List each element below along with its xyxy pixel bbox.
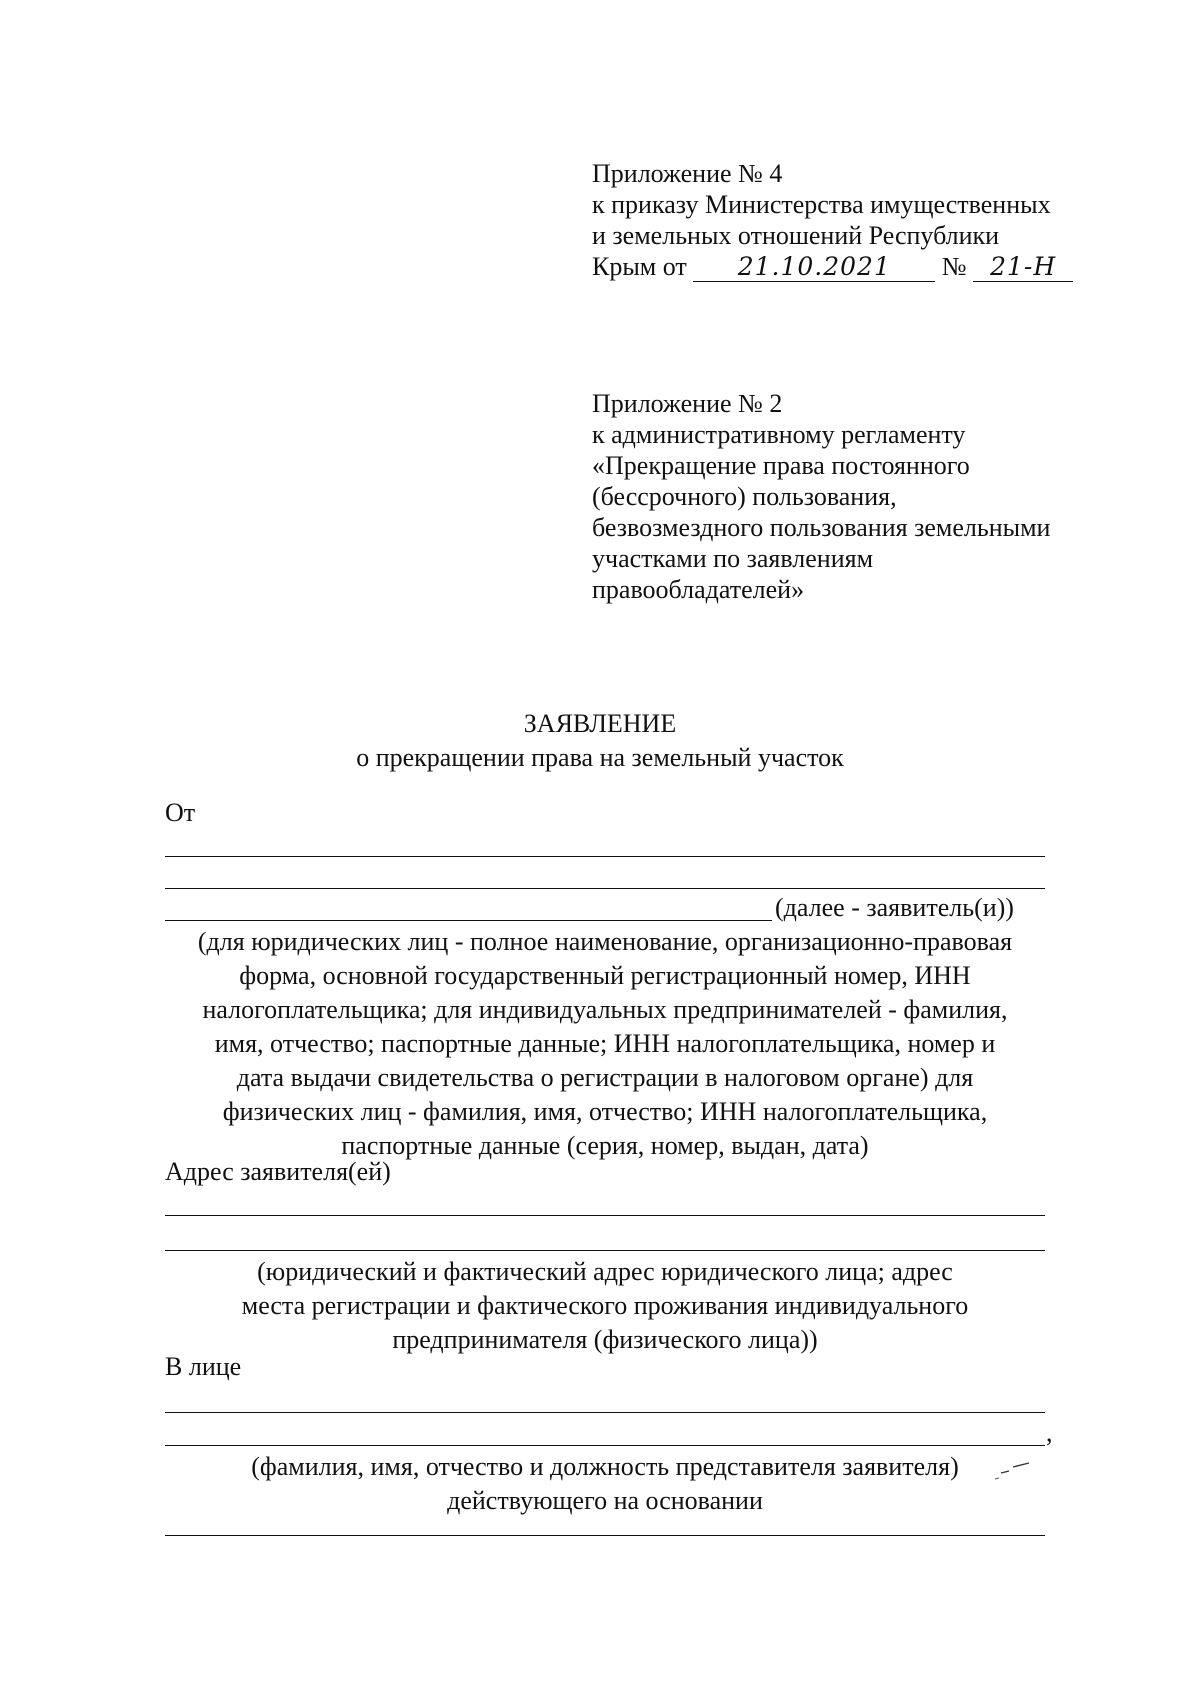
- basis-line[interactable]: [165, 1535, 1045, 1536]
- hint-line: (юридический и фактический адрес юридического лица; адрес: [257, 1257, 953, 1286]
- representative-hint: [165, 1450, 1045, 1518]
- applicant-line-1[interactable]: [165, 856, 1045, 857]
- hint-line: имя, отчество; паспортные данные; ИНН налогоплательщика, номер и: [214, 1029, 996, 1058]
- pen-mark-icon: [975, 1455, 1035, 1485]
- appendix-2-line: Приложение № 2: [592, 389, 783, 418]
- hint-line: (фамилия, имя, отчество и должность представителя заявителя): [251, 1452, 959, 1481]
- applicant-line-3[interactable]: [165, 920, 772, 921]
- address-line-1[interactable]: [165, 1215, 1045, 1216]
- applicant-suffix: (далее - заявитель(и)): [775, 893, 1014, 922]
- appendix-2-line: безвозмездного пользования земельными: [592, 513, 1051, 542]
- appendix-4-order-line: к приказу Министерства имущественных: [592, 190, 1051, 219]
- hint-line: дата выдачи свидетельства о регистрации в налоговом органе) для: [236, 1063, 974, 1092]
- hint-line: места регистрации и фактического проживания индивидуального: [241, 1291, 969, 1320]
- appendix-2-line: «Прекращение права постоянного: [592, 451, 970, 480]
- handwritten-date: 21.10.2021: [693, 251, 935, 282]
- hint-line: налогоплательщика; для индивидуальных предпринимателей - фамилия,: [202, 995, 1008, 1024]
- address-line-2[interactable]: [165, 1250, 1045, 1251]
- from-label: От: [165, 798, 196, 827]
- hint-line: действующего на основании: [447, 1486, 763, 1515]
- number-prefix: №: [941, 252, 967, 281]
- handwritten-number: 21-Н: [973, 251, 1073, 282]
- hint-line: предпринимателя (физического лица)): [392, 1325, 818, 1354]
- hint-line: паспортные данные (серия, номер, выдан, дата): [341, 1131, 869, 1160]
- address-hint: [165, 1255, 1045, 1357]
- representative-label: В лице: [165, 1352, 242, 1381]
- applicant-line-2[interactable]: [165, 888, 1045, 889]
- appendix-2-line: участками по заявлениям: [592, 544, 874, 573]
- document-title: ЗАЯВЛЕНИЕ: [523, 709, 677, 738]
- date-prefix: Крым от: [592, 252, 687, 281]
- appendix-2-block: [592, 388, 1050, 605]
- appendix-4-ministry-line: и земельных отношений Республики: [592, 221, 1000, 250]
- representative-line-2[interactable]: [165, 1445, 1045, 1446]
- appendix-4-date-line: [592, 251, 1073, 282]
- hint-line: физических лиц - фамилия, имя, отчество; ИНН налогоплательщика,: [222, 1097, 988, 1126]
- address-label: Адрес заявителя(ей): [165, 1157, 391, 1186]
- appendix-4-block: [592, 158, 1073, 282]
- appendix-2-line: (бессрочного) пользования,: [592, 482, 897, 511]
- hint-line: форма, основной государственный регистрационный номер, ИНН: [239, 961, 971, 990]
- appendix-4-title: Приложение № 4: [592, 159, 783, 188]
- trailing-comma: ,: [1046, 1418, 1053, 1447]
- document-subtitle: о прекращении права на земельный участок: [356, 743, 844, 772]
- appendix-2-line: к административному регламенту: [592, 420, 966, 449]
- appendix-2-line: правообладателей»: [592, 575, 805, 604]
- representative-line-1[interactable]: [165, 1412, 1045, 1413]
- applicant-hint: [165, 925, 1045, 1163]
- hint-line: (для юридических лиц - полное наименование, организационно-правовая: [197, 927, 1013, 956]
